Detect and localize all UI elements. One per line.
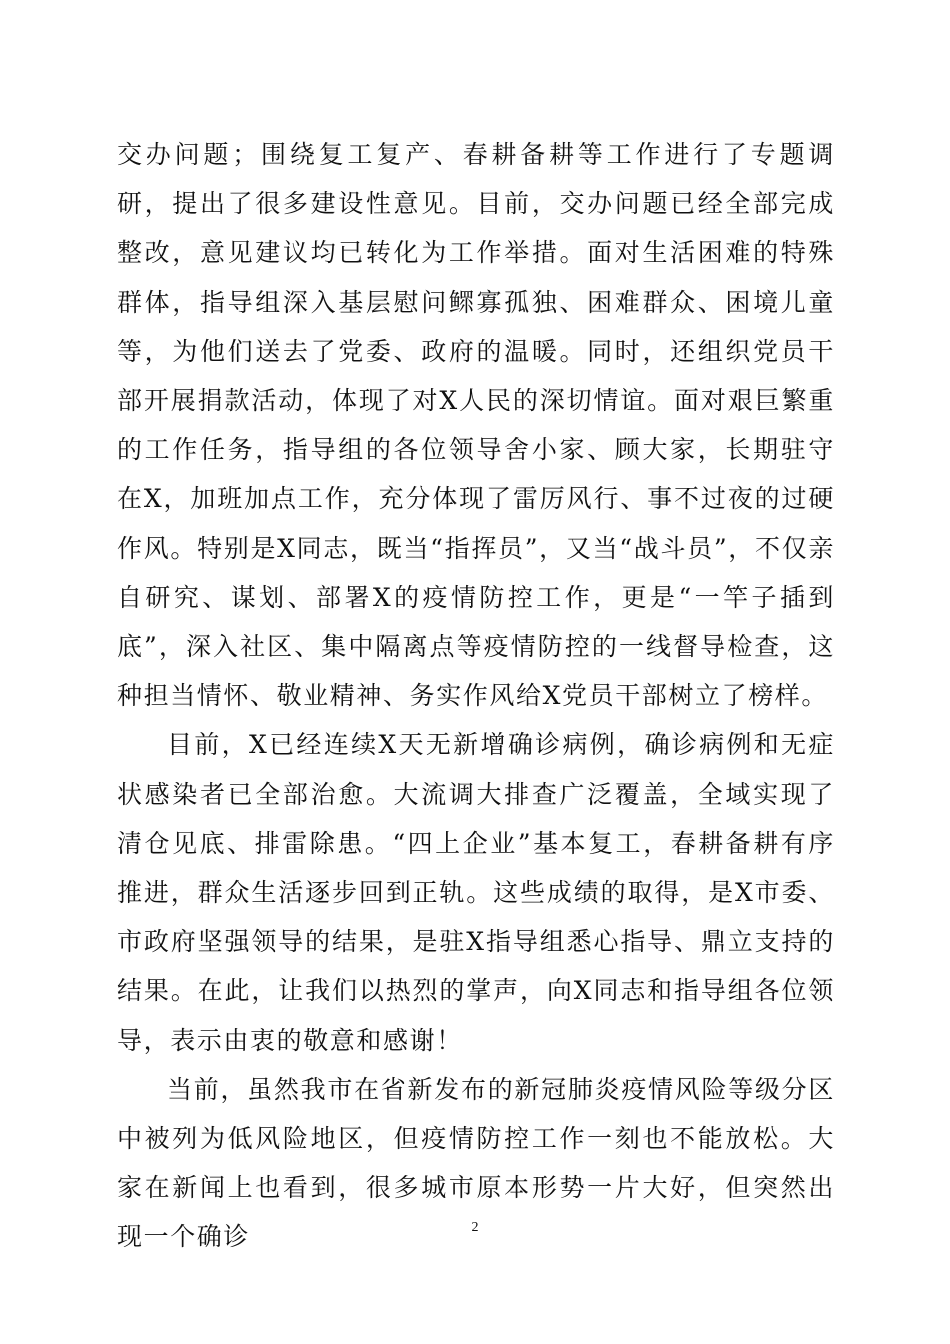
page-number: 2 [471, 1220, 479, 1235]
paragraph-current-situation: 当前，虽然我市在省新发布的新冠肺炎疫情风险等级分区中被列为低风险地区，但疫情防控工作一刻也不能放松。大家在新闻上也看到，很多城市原本形势一片大好，但突然出现一个确诊 [117, 1074, 835, 1252]
paragraph-achievements: 目前，X已经连续X天无新增确诊病例，确诊病例和无症状感染者已全部治愈。大流调大排查广泛覆盖，全域实现了清仓见底、排雷除患。“四上企业”基本复工，春耕备耕有序推进，群众生活逐步回到正轨。这些成绩的取得，是X市委、市政府坚强领导的结果，是驻X指导组悉心指导、鼎立支持的结果。在此，让我们以热烈的掌声，向X同志和指导组各位领导，表示由衷的敬意和感谢！ [117, 730, 835, 1055]
body-text [117, 130, 835, 1262]
paragraph-continuation: 交办问题；围绕复工复产、春耕备耕等工作进行了专题调研，提出了很多建设性意见。目前，交办问题已经全部完成整改，意见建议均已转化为工作举措。面对生活困难的特殊群体，指导组深入基层慰问鳏寡孤独、困难群众、困境儿童等，为他们送去了党委、政府的温暖。同时，还组织党员干部开展捐款活动，体现了对X人民的深切情谊。面对艰巨繁重的工作任务，指导组的各位领导舍小家、顾大家，长期驻守在X，加班加点工作，充分体现了雷厉风行、事不过夜的过硬作风。特别是X同志，既当“指挥员”，又当“战斗员”，不仅亲自研究、谋划、部署X的疫情防控工作，更是“一竿子插到底”，深入社区、集中隔离点等疫情防控的一线督导检查，这种担当情怀、敬业精神、务实作风给X党员干部树立了榜样。 [117, 140, 835, 711]
